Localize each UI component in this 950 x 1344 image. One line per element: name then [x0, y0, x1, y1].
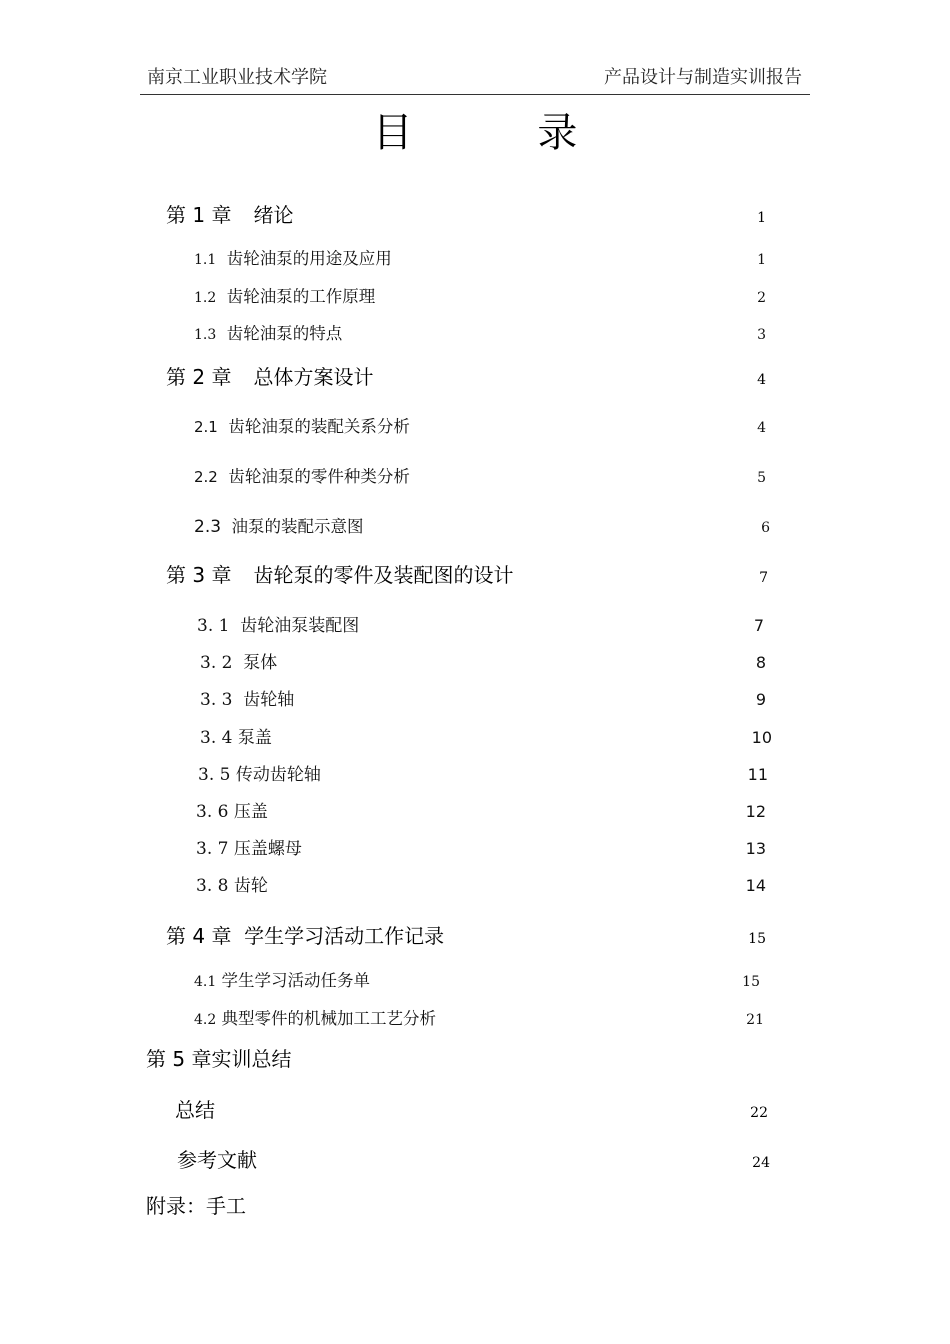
- header-institution: 南京工业职业技术学院: [147, 67, 327, 88]
- toc-entry-text: 油泵的装配示意图: [231, 517, 364, 536]
- toc-entry-text: 典型零件的机械加工工艺分析: [221, 1009, 437, 1028]
- toc-entry-label: [194, 1005, 447, 1029]
- toc-entry-section-3-7[interactable]: [196, 834, 766, 862]
- toc-entry-section-2-3[interactable]: [194, 513, 770, 541]
- toc-entry-label: [198, 760, 321, 785]
- toc-entry-chapter-3[interactable]: [166, 559, 768, 587]
- toc-entry-page: 2: [757, 290, 766, 306]
- toc-entry-number: 第 4 章: [166, 924, 232, 948]
- toc-entry-text: 传动齿轮轴: [235, 765, 321, 785]
- toc-entry-section-3-1[interactable]: [197, 611, 764, 639]
- toc-entry-number: 1.1: [194, 252, 217, 268]
- dot-leader: [416, 250, 755, 264]
- toc-entry-section-1-1[interactable]: [194, 245, 766, 273]
- toc-entry-label: [196, 871, 268, 896]
- toc-entry-text: 齿轮油泵的工作原理: [226, 287, 376, 306]
- toc-entry-section-3-3[interactable]: [200, 685, 766, 713]
- toc-entry-page: 7: [759, 570, 768, 586]
- toc-entry-number: 第 3 章: [166, 563, 232, 587]
- toc-entry-label: [194, 513, 369, 537]
- toc-entry-label: [175, 1094, 228, 1123]
- toc-entry-label: [166, 559, 520, 588]
- dot-leader: [383, 288, 756, 302]
- dot-leader: [371, 518, 759, 532]
- toc-entry-label: [200, 723, 272, 748]
- toc-entry-label: [197, 611, 359, 636]
- toc-entry-section-3-6[interactable]: [196, 797, 766, 825]
- dot-leader: [366, 325, 755, 339]
- dot-leader: [296, 691, 754, 705]
- toc-entry-number: 第 2 章: [166, 365, 232, 389]
- toc-entry-label: [200, 648, 277, 673]
- toc-entry-number: 3. 1: [197, 616, 230, 636]
- toc-entry-text: 齿轮油泵的特点: [226, 324, 343, 343]
- toc-entry-text: 绪论: [253, 203, 294, 227]
- toc-entry-page: 4: [757, 420, 766, 436]
- toc-entry-chapter-2[interactable]: [166, 361, 766, 389]
- toc-entry-page: 15: [748, 931, 766, 947]
- toc-entry-number: 1.3: [194, 327, 217, 343]
- toc-entry-label: [194, 245, 414, 269]
- toc-entry-chapter-1[interactable]: [166, 199, 766, 227]
- toc-entry-text: 齿轮泵的零件及装配图的设计: [253, 563, 514, 587]
- toc-entry-number: 3. 6: [196, 802, 229, 822]
- toc-entry-text: 压盖螺母: [233, 839, 302, 859]
- toc-entry-text: 泵盖: [237, 728, 272, 748]
- toc-entry-number: 1.2: [194, 290, 217, 306]
- toc-entry-section-3-8[interactable]: [196, 871, 766, 899]
- header-report-title: 产品设计与制造实训报告: [604, 67, 802, 88]
- toc-entry-label: [166, 361, 380, 390]
- toc-entry-appendix[interactable]: 附录：手工: [146, 1194, 246, 1218]
- page-title: 目 录: [372, 110, 634, 156]
- dot-leader: [417, 418, 755, 432]
- toc-entry-references[interactable]: [177, 1144, 770, 1172]
- toc-entry-label: [194, 283, 381, 307]
- toc-entry-page: 3: [757, 327, 766, 343]
- toc-entry-text: 总结: [175, 1098, 215, 1122]
- toc-entry-page: 7: [753, 616, 764, 635]
- toc-entry-label: [166, 920, 451, 949]
- dot-leader: [382, 370, 755, 384]
- toc-entry-text: 齿轮油泵的装配关系分析: [228, 417, 410, 436]
- toc-entry-section-3-4[interactable]: [200, 723, 772, 751]
- toc-entry-label: [200, 685, 294, 710]
- toc-entry-text: 压盖: [233, 802, 268, 822]
- toc-entry-label: [194, 320, 364, 344]
- toc-entry-page: 13: [745, 839, 766, 858]
- toc-entry-text: 学生学习活动任务单: [221, 971, 371, 990]
- toc-entry-text: 泵体: [243, 653, 278, 673]
- toc-entry-page: 14: [745, 876, 766, 895]
- toc-entry-number: 2.3: [194, 517, 222, 537]
- toc-entry-section-2-1[interactable]: [194, 413, 766, 441]
- toc-entry-page: 24: [752, 1155, 770, 1171]
- dot-leader: [279, 654, 754, 668]
- toc-entry-chapter-4[interactable]: [166, 920, 766, 948]
- toc-entry-section-3-5[interactable]: [198, 760, 768, 788]
- toc-entry-page: 1: [757, 210, 766, 226]
- toc-entry-page: 6: [761, 520, 770, 536]
- toc-entry-page: 21: [746, 1012, 764, 1028]
- toc-entry-number: 3. 7: [196, 839, 229, 859]
- dot-leader: [434, 468, 755, 482]
- toc-entry-text: 齿轮油泵的用途及应用: [226, 249, 392, 268]
- toc-entry-text: 学生学习活动工作记录: [244, 924, 445, 948]
- toc-entry-number: 3. 8: [196, 876, 229, 896]
- toc-entry-label: [196, 834, 302, 859]
- toc-entry-section-1-3[interactable]: [194, 320, 766, 348]
- toc-entry-section-3-2[interactable]: [200, 648, 766, 676]
- dot-leader: [323, 766, 746, 780]
- toc-entry-chapter-5[interactable]: 第 5 章实训总结: [146, 1047, 292, 1071]
- toc-entry-page: 12: [745, 802, 766, 821]
- toc-entry-page: 8: [755, 653, 766, 672]
- dot-leader: [372, 972, 740, 986]
- toc-entry-page: 15: [742, 974, 760, 990]
- toc-entry-label: [196, 797, 268, 822]
- toc-entry-page: 5: [757, 470, 766, 486]
- toc-entry-text: 总体方案设计: [253, 365, 374, 389]
- toc-entry-section-2-2[interactable]: [194, 463, 766, 491]
- dot-leader: [317, 208, 755, 222]
- toc-entry-page: 11: [747, 765, 768, 784]
- toc-entry-text: 齿轮油泵的零件种类分析: [228, 467, 410, 486]
- dot-leader: [453, 929, 747, 943]
- dot-leader: [230, 1103, 748, 1117]
- toc-entry-number: 3. 2: [200, 653, 233, 673]
- toc-entry-number: 第 1 章: [166, 203, 232, 227]
- toc-entry-page: 1: [757, 252, 766, 268]
- dot-leader: [449, 1010, 745, 1024]
- toc-entry-text: 参考文献: [177, 1148, 257, 1172]
- dot-leader: [270, 877, 744, 891]
- toc-entry-number: 4.1: [194, 974, 217, 990]
- toc-entry-page: 10: [751, 728, 772, 747]
- toc-entry-page: 9: [755, 690, 766, 709]
- toc-entry-label: [194, 413, 415, 437]
- toc-entry-label: [194, 463, 432, 487]
- toc-entry-text: 齿轮轴: [243, 690, 295, 710]
- dot-leader: [259, 1153, 750, 1167]
- toc-entry-text: 齿轮: [233, 876, 268, 896]
- toc-entry-page: 22: [750, 1105, 768, 1121]
- dot-leader: [304, 840, 744, 854]
- toc-entry-section-4-2[interactable]: [194, 1005, 764, 1033]
- toc-entry-label: [177, 1144, 257, 1173]
- dot-leader: [361, 617, 752, 631]
- toc-entry-text: 齿轮油泵装配图: [240, 616, 360, 636]
- toc-entry-number: 3. 4: [200, 728, 233, 748]
- toc-entry-summary[interactable]: [175, 1094, 768, 1122]
- toc-entry-page: 4: [757, 372, 766, 388]
- toc-entry-number: 2.1: [194, 418, 218, 436]
- dot-leader: [270, 803, 744, 817]
- dot-leader: [522, 568, 757, 582]
- toc-entry-number: 2.2: [194, 468, 218, 486]
- toc-entry-section-4-1[interactable]: [194, 967, 760, 995]
- toc-entry-number: 4.2: [194, 1012, 217, 1028]
- toc-entry-section-1-2[interactable]: [194, 283, 766, 311]
- toc-entry-number: 3. 5: [198, 765, 231, 785]
- header-divider: [140, 94, 810, 95]
- dot-leader: [274, 729, 750, 743]
- toc-entry-label: [166, 199, 315, 228]
- toc-entry-label: [194, 967, 370, 991]
- toc-entry-number: 3. 3: [200, 690, 233, 710]
